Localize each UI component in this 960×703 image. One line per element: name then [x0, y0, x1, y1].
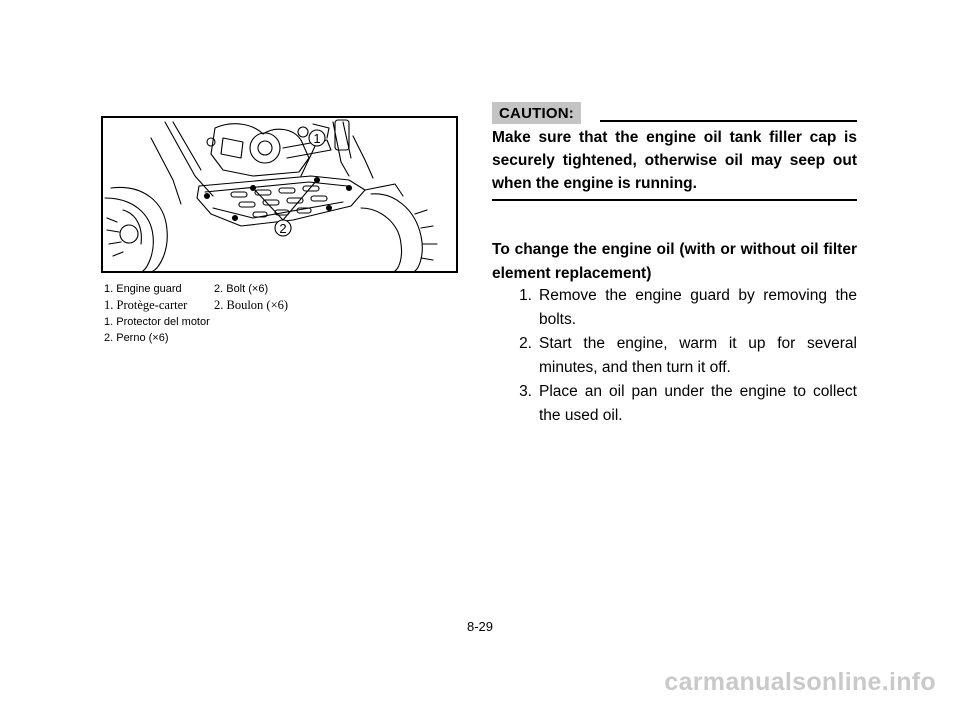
caution-bottom-rule	[492, 199, 857, 201]
caption-row-english	[104, 281, 434, 297]
step-number: 2.	[519, 335, 532, 352]
caption-protector-del-motor: 1. Protector del motor	[104, 315, 210, 328]
caption-row-spanish-1	[104, 314, 434, 330]
callout-1: 1	[313, 131, 321, 146]
procedure-steps	[496, 284, 857, 428]
engine-guard-illustration	[101, 116, 458, 273]
caption-perno: 2. Perno (×6)	[104, 331, 169, 344]
watermark-text: carmanualsonline.info	[664, 668, 936, 696]
step-item	[496, 284, 857, 332]
callout-2: 2	[279, 221, 287, 236]
caution-header	[492, 102, 857, 126]
caption-protege-carter: 1. Protège-carter	[104, 298, 188, 313]
step-number: 1.	[519, 287, 532, 304]
caution-label: CAUTION:	[492, 102, 581, 124]
engine-guard-drawing	[103, 118, 456, 271]
step-number: 3.	[519, 383, 532, 400]
caption-boulon: 2. Boulon (×6)	[214, 298, 289, 313]
step-item	[496, 380, 857, 428]
caption-bolt: 2. Bolt (×6)	[214, 282, 269, 295]
caption-engine-guard: 1. Engine guard	[104, 282, 182, 295]
figure-captions	[104, 281, 434, 346]
step-text: Remove the engine guard by removing the bolts.	[539, 287, 857, 328]
step-text: Start the engine, warm it up for several minutes, and then turn it off.	[539, 335, 857, 376]
step-item	[496, 332, 857, 380]
caption-row-french	[104, 297, 434, 314]
page-number: 8-29	[466, 619, 494, 634]
step-text: Place an oil pan under the engine to collect the used oil.	[539, 383, 857, 424]
caption-row-spanish-2	[104, 330, 434, 346]
caution-top-rule	[600, 120, 857, 122]
caution-text: Make sure that the engine oil tank filler cap is securely tightened, otherwise oil may seep out when the engine is running.	[492, 129, 857, 192]
procedure-heading: To change the engine oil (with or without oil filter element replacement)	[492, 241, 857, 282]
